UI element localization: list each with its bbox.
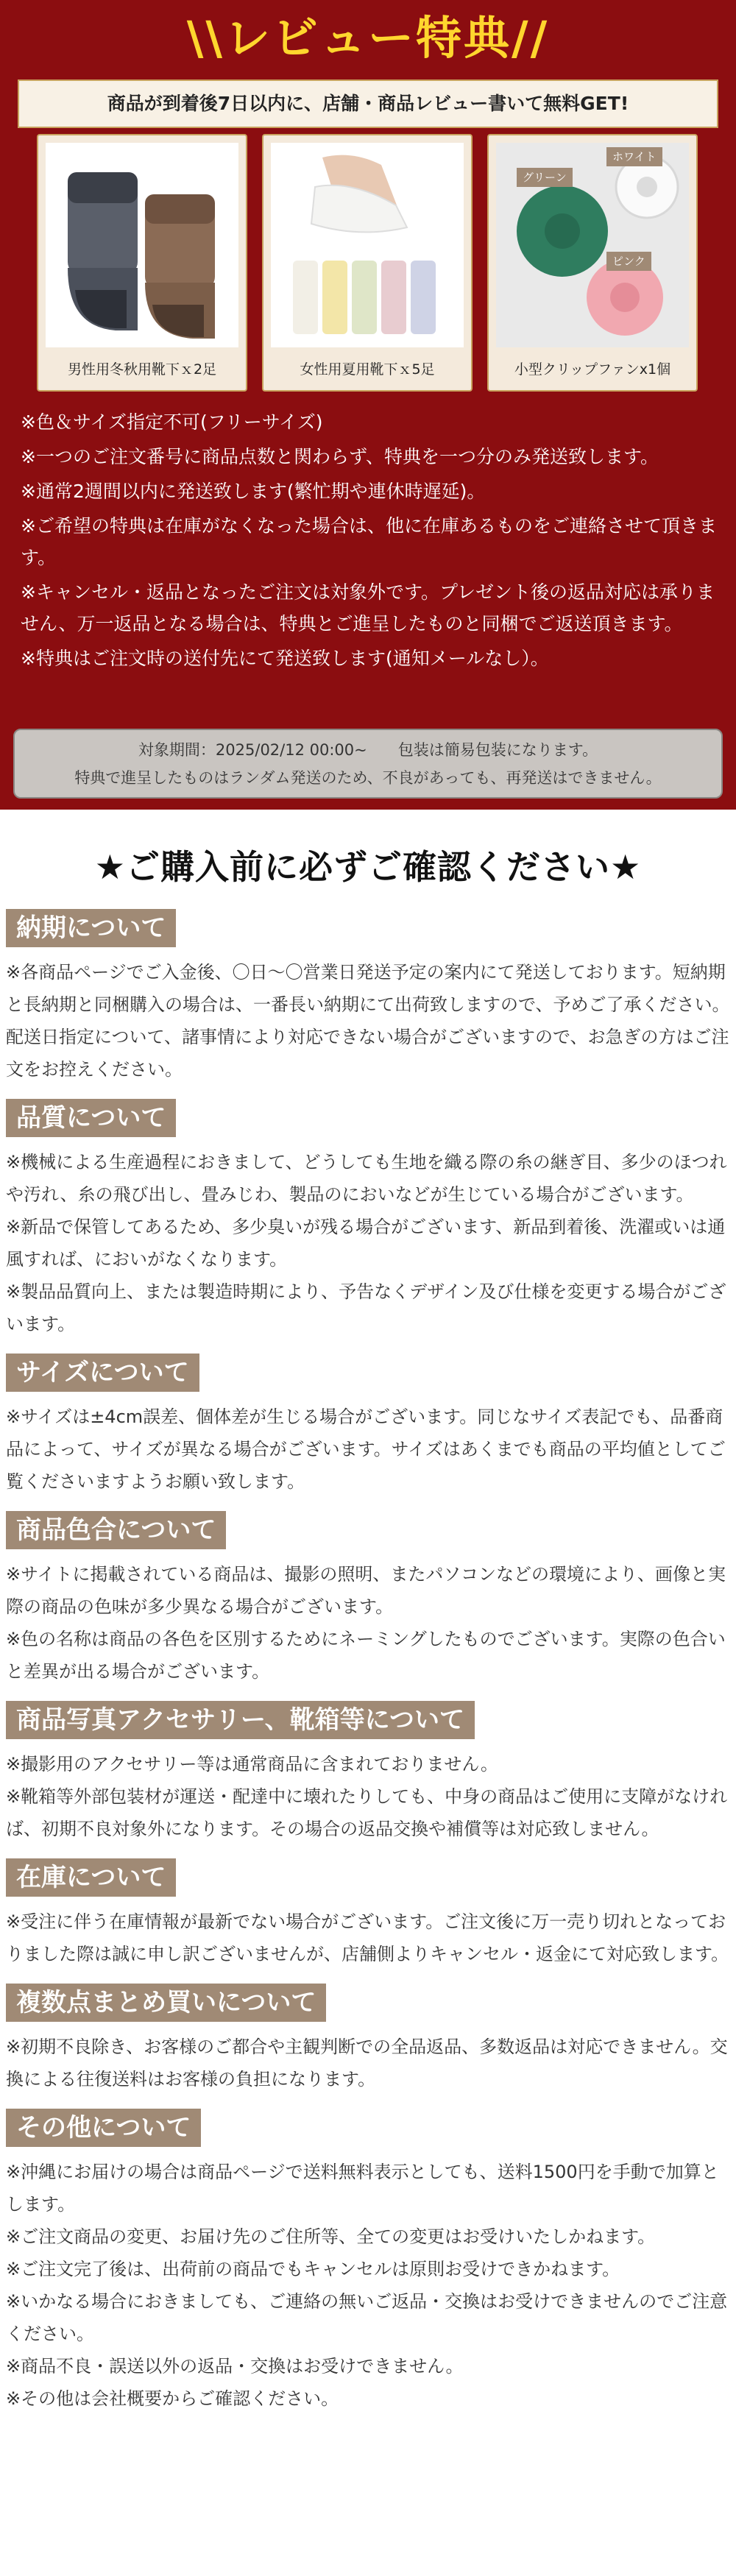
section-heading: サイズについて [6,1354,199,1392]
bonus-note: ※キャンセル・返品となったご注文は対象外です。プレゼント後の返品対応は承りません、万一返品となる場合は、特典とご進呈したものと同梱でご返送頂きます。 [21,581,715,634]
section-text: ※いかなる場合におきましても、ご連絡の無いご返品・交換はお受けできませんのでご注意ください。 [6,2291,728,2344]
fan-tag-pink: ピンク [606,252,651,271]
section-text: ※その他は会社概要からご確認ください。 [6,2388,339,2409]
mens-socks-image [46,143,238,347]
gift-label: 小型クリップファンx1個 [514,361,671,378]
section-text: ※サイズは±4cm誤差、個体差が生じる場合がございます。同じなサイズ表記でも、品番商品によって、サイズが異なる場合がございます。サイズはあくまでも商品の平均値としてご覧くださいますようお願い致します。 [6,1406,726,1492]
section-heading: 納期について [6,909,176,947]
gift-label: 女性用夏用靴下ｘ5足 [300,361,435,378]
section-text: ※製品品質向上、または製造時期により、予告なくデザイン及び仕様を変更する場合がございます。 [6,1281,726,1334]
section-text: ※初期不良除き、お客様のご都合や主観判断での全品返品、多数返品は対応できません。交換による往復送料はお客様の負担になります。 [6,2037,728,2090]
gift-card-womens-socks [262,134,473,392]
bonus-note: ※通常2週間以内に発送致します(繁忙期や連休時遅延)。 [21,481,486,502]
bonus-period-box [13,729,723,799]
bonus-notes [21,406,720,677]
section-text: ※靴箱等外部包装材が運送・配達中に壊れたりしても、中身の商品はご使用に支障がなければ、初期不良対象外になります。その場合の返品交換や補償等は対応致しません。 [6,1786,728,1839]
section-heading: 品質について [6,1099,176,1137]
review-bonus-subtitle: 商品が到着後7日以内に、店舗・商品レビュー書いて無料GET! [18,79,718,128]
bonus-random-notice: 特典で進呈したものはランダム発送のため、不良があっても、再発送はできません。 [74,769,662,787]
review-bonus-title: \\レビュー特典// [186,11,550,65]
bonus-note: ※一つのご注文番号に商品点数と関わらず、特典を一つ分のみ発送致します。 [21,446,659,467]
section-size [6,1354,730,1498]
section-delivery [6,909,730,1086]
bonus-note: ※特典はご注文時の送付先にて発送致します(通知メールなし）。 [21,648,549,669]
confirm-content [6,909,730,2428]
review-bonus-panel [0,0,736,810]
section-text: ※沖縄にお届けの場合は商品ページで送料無料表示としても、送料1500円を手動で加算とします。 [6,2162,719,2215]
section-text: ※色の名称は商品の各色を区別するためにネーミングしたものでございます。実際の色合いと差異が出る場合がございます。 [6,1629,726,1682]
section-text: ※各商品ページでご入金後、〇日～〇営業日発送予定の案内にて発送しております。短納期と長納期と同梱購入の場合は、一番長い納期にて出荷致しますので、予めご了承ください。配送日指定について、諸事情により対応できない場合がございますので、お急ぎの方はご注文をお控えください。 [6,962,730,1080]
bonus-period-line: 対象期間：2025/02/12 00:00~ 包装は簡易包装になります。 [138,741,598,759]
section-heading: その他について [6,2109,201,2147]
clip-fan-image [496,143,689,347]
section-bulk-purchase [6,1984,730,2095]
section-stock [6,1858,730,1970]
gift-card-clip-fan [487,134,698,392]
section-text: ※商品不良・誤送以外の返品・交換はお受けできません。 [6,2356,464,2377]
gift-card-mens-socks [37,134,247,392]
section-color [6,1511,730,1688]
fan-tag-green: グリーン [517,168,573,187]
fan-tag-white: ホワイト [606,147,662,166]
section-heading: 在庫について [6,1858,176,1897]
section-text: ※サイトに掲載されている商品は、撮影の照明、またパソコンなどの環境により、画像と実際の商品の色味が多少異なる場合がございます。 [6,1564,726,1617]
confirm-title: ★ご購入前に必ずご確認ください★ [94,847,642,887]
section-other [6,2109,730,2415]
section-text: ※ご注文完了後は、出荷前の商品でもキャンセルは原則お受けできかねます。 [6,2259,620,2279]
section-heading: 商品色合について [6,1511,226,1549]
section-accessories [6,1701,730,1845]
section-heading: 複数点まとめ買いについて [6,1984,326,2022]
bonus-note: ※ご希望の特典は在庫がなくなった場合は、他に在庫あるものをご連絡させて頂きます。 [21,515,717,568]
section-text: ※撮影用のアクセサリー等は通常商品に含まれておりません。 [6,1754,498,1774]
bonus-note: ※色＆サイズ指定不可(フリーサイズ) [21,411,323,433]
section-text: ※ご注文商品の変更、お届け先のご住所等、全ての変更はお受けいたしかねます。 [6,2226,656,2247]
section-text: ※新品で保管してあるため、多少臭いが残る場合がございます、新品到着後、洗濯或いは通風すれば、においがなくなります。 [6,1217,726,1270]
section-text: ※機械による生産過程におきまして、どうしても生地を織る際の糸の継ぎ目、多少のほつれや汚れ、糸の飛び出し、畳みじわ、製品のにおいなどが生じている場合がございます。 [6,1152,727,1205]
section-heading: 商品写真アクセサリー、靴箱等について [6,1701,475,1739]
section-text: ※受注に伴う在庫情報が最新でない場合がございます。ご注文後に万一売り切れとなっておりました際は誠に申し訳ございませんが、店舗側よりキャンセル・返金にて対応致します。 [6,1911,729,1964]
womens-socks-image [271,143,464,347]
section-quality [6,1099,730,1340]
gift-label: 男性用冬秋用靴下ｘ2足 [67,361,217,378]
